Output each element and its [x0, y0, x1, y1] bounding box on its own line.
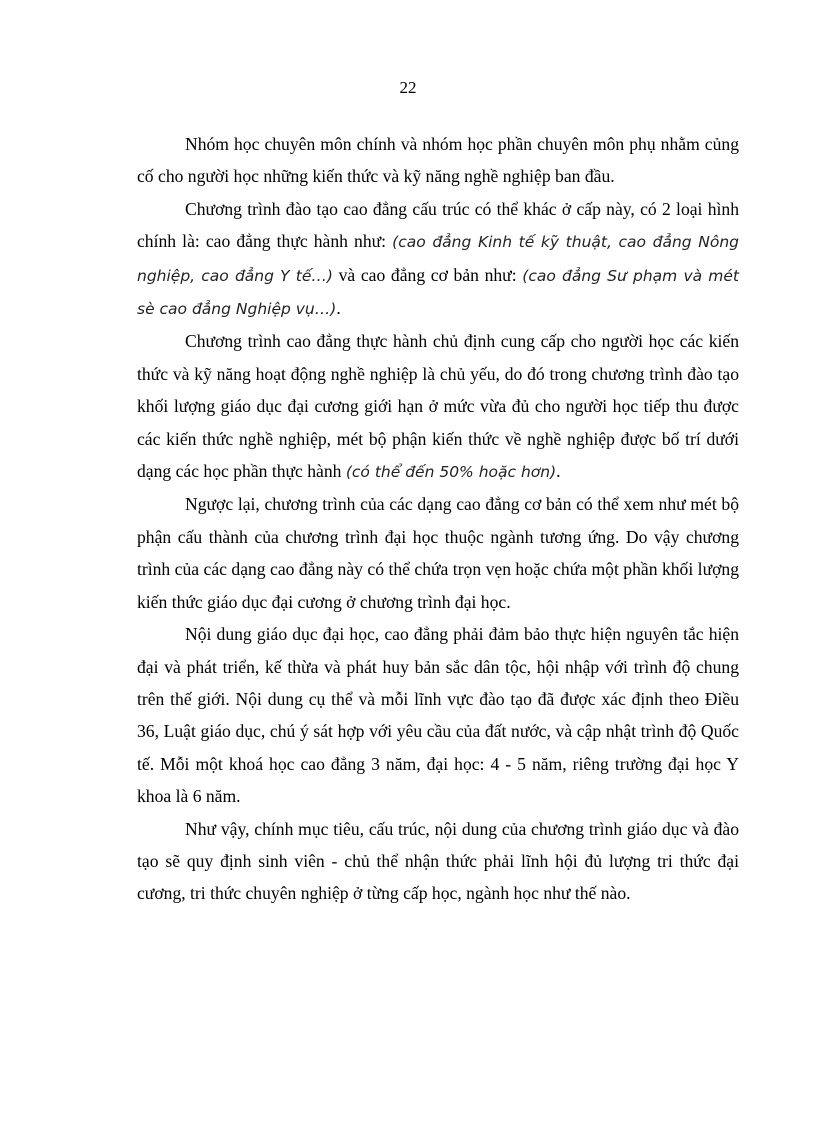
- paragraph-2-text: Chương trình đào tạo cao đẳng cấu trúc có thể khác ở cấp này, có 2 loại hình chính là: cao đẳng thực hành như:: [137, 198, 739, 252]
- paragraph-2-end: .: [336, 298, 341, 319]
- paragraph-4: Ngược lại, chương trình của các dạng cao đẳng cơ bản có thể xem như mét bộ phận cấu thành của chương trình đại học thuộc ngành tương ứng. Do vậy chương trình của các dạng cao đẳng này có thể chứa trọn vẹn hoặc chứa một phần khối lượng kiến thức giáo dục đại cương ở chương trình đại học.: [137, 494, 739, 612]
- page-number: 22: [399, 78, 417, 97]
- paragraph-3-end: .: [556, 461, 561, 482]
- document-body: [137, 128, 739, 910]
- paragraph-1: Nhóm học chuyên môn chính và nhóm học phần chuyên môn phụ nhằm củng cố cho người học những kiến thức và kỹ năng nghề nghiệp ban đầu.: [137, 134, 739, 187]
- paragraph-2-example-practice: (cao đẳng Kinh tế kỹ thuật, cao đẳng Nông nghiệp, cao đẳng Y tế…): [137, 233, 739, 285]
- paragraph-6: Như vậy, chính mục tiêu, cấu trúc, nội dung của chương trình giáo dục và đào tạo sẽ quy định sinh viên - chủ thể nhận thức phải lĩnh hội đủ lượng tri thức đại cương, tri thức chuyên nghiệp ở từng cấp học, ngành học như thế nào.: [137, 818, 739, 904]
- paragraph-2: [137, 193, 739, 326]
- paragraph-2-example-basic: (cao đẳng Sư phạm và mét sè cao đẳng Nghiệp vụ…): [137, 266, 740, 319]
- paragraph-3-note: (có thể đến 50% hoặc hơn): [345, 463, 557, 482]
- paragraph-3: [137, 325, 739, 488]
- paragraph-2-text-2: và cao đẳng cơ bản như:: [332, 264, 523, 285]
- paragraph-5: Nội dung giáo dục đại học, cao đẳng phải đảm bảo thực hiện nguyên tắc hiện đại và phát triển, kế thừa và phát huy bản sắc dân tộc, hội nhập với trình độ chung trên thế giới. Nội dung cụ thể và mỗi lĩnh vực đào tạo đã được xác định theo Điều 36, Luật giáo dục, chú ý sát hợp với yêu cầu của đất nước, và cập nhật trình độ Quốc tế. Mỗi một khoá học cao đẳng 3 năm, đại học: 4 - 5 năm, riêng trường đại học Y khoa là 6 năm.: [137, 624, 739, 807]
- paragraph-3-text: Chương trình cao đẳng thực hành chủ định cung cấp cho người học các kiến thức và kỹ năng hoạt động nghề nghiệp là chủ yếu, do đó trong chương trình đào tạo khối lượng giáo dục đại cương giới hạn ở mức vừa đủ cho người học tiếp thu được các kiến thức nghề nghiệp, mét bộ phận kiến thức về nghề nghiệp được bố trí dưới dạng các học phần thực hành: [137, 331, 739, 482]
